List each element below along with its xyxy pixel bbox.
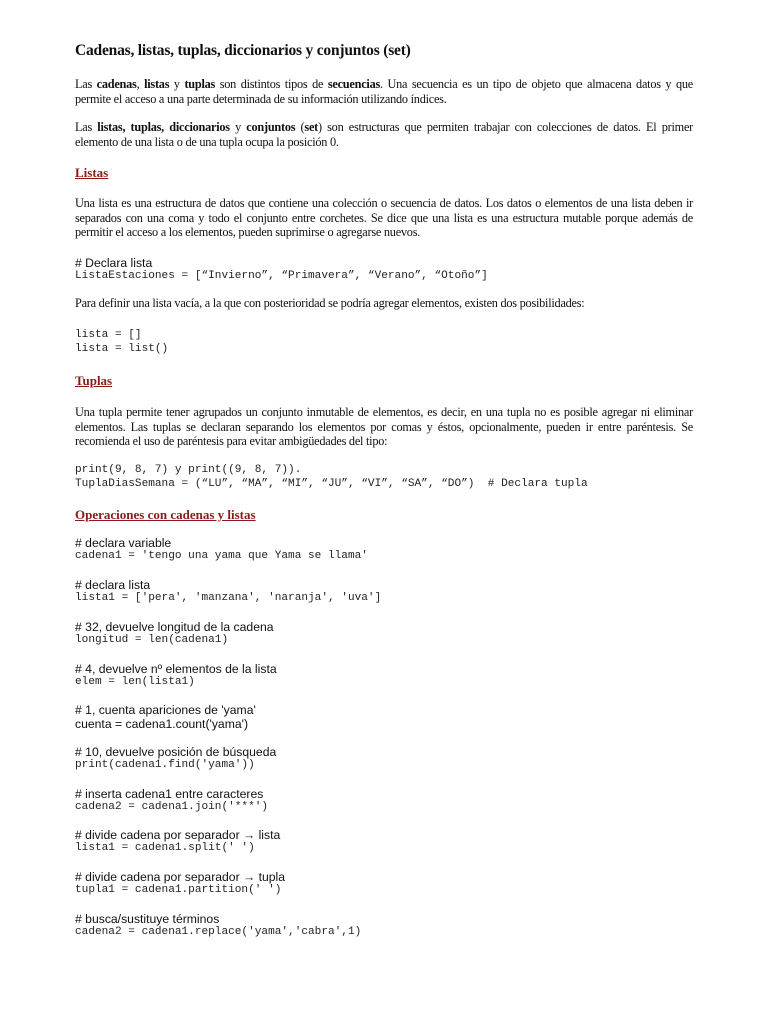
op-comment: # 32, devuelve longitud de la cadena xyxy=(75,620,274,634)
op-code: longitud = len(cadena1) xyxy=(75,634,229,646)
intro2-bold-conjuntos: conjuntos xyxy=(246,120,296,134)
intro1-text-5: . Una secuencia es un tipo de objeto que almacena datos y que permite el acceso a una parte determinada de su información utilizando índices. xyxy=(75,77,693,106)
op-code: print(cadena1.find('yama')) xyxy=(75,759,255,771)
intro1-bold-tuplas: tuplas xyxy=(184,77,216,91)
intro2-text-4: ) son estructuras que permiten trabajar con colecciones de datos. El primer elemento de una lista o de una tupla ocupa la posición 0. xyxy=(75,120,694,149)
intro1-bold-secuencias: secuencias xyxy=(327,77,381,91)
op-code: cadena1 = 'tengo una yama que Yama se llama' xyxy=(75,550,368,562)
intro2-text-3: ( xyxy=(295,120,305,134)
listas-code-empty-2: lista = list() xyxy=(75,343,169,355)
op-comment: # busca/sustituye términos xyxy=(75,912,220,926)
intro2-bold-structures: listas, tuplas, diccionarios xyxy=(97,120,230,134)
tuplas-code-2: TuplaDiasSemana = (“LU”, “MA”, “MI”, “JU”, “VI”, “SA”, “DO”) # Declara tupla xyxy=(75,478,588,490)
op-comment: # divide cadena por separador → tupla xyxy=(75,870,286,884)
op-code: cadena2 = cadena1.replace('yama','cabra',1) xyxy=(75,926,362,938)
op-code: cuenta = cadena1.count('yama') xyxy=(75,717,249,731)
intro1-text-1: Las xyxy=(75,77,97,91)
op-code: tupla1 = cadena1.partition(' ') xyxy=(75,884,282,896)
listas-paragraph: Una lista es una estructura de datos que contiene una colección o secuencia de datos. Los datos o elementos de una lista deben ir separados con una coma y todo el conjunto entre corchetes. Se dice que una lista es una estructura mutable porque además de permitir el acceso a los elementos, pueden suprimirse o agregarse nuevos. xyxy=(75,196,693,240)
op-comment: # inserta cadena1 entre caracteres xyxy=(75,787,264,801)
op-comment: # 1, cuenta apariciones de 'yama' xyxy=(75,703,256,717)
op-code: lista1 = ['pera', 'manzana', 'naranja', 'uva'] xyxy=(75,592,382,604)
listas-code: ListaEstaciones = [“Invierno”, “Primavera”, “Verano”, “Otoño”] xyxy=(75,270,488,282)
op-comment: # 10, devuelve posición de búsqueda xyxy=(75,745,277,759)
op-comment: # declara variable xyxy=(75,536,172,550)
intro2-text-1: Las xyxy=(75,120,98,134)
op-comment: # divide cadena por separador → lista xyxy=(75,828,281,842)
op-code: lista1 = cadena1.split(' ') xyxy=(75,842,255,854)
op-comment: # 4, devuelve nº elementos de la lista xyxy=(75,662,277,676)
listas-paragraph-2: Para definir una lista vacía, a la que con posterioridad se podría agregar elementos, existen dos posibilidades: xyxy=(75,296,585,310)
intro2-text-2: y xyxy=(229,120,247,134)
intro1-text-2: , xyxy=(136,77,145,91)
intro1-text-3: y xyxy=(169,77,185,91)
op-comment: # declara lista xyxy=(75,578,151,592)
intro1-bold-cadenas: cadenas xyxy=(96,77,137,91)
intro1-bold-listas: listas xyxy=(144,77,170,91)
intro1-text-4: son distintos tipos de xyxy=(215,77,328,91)
op-code: cadena2 = cadena1.join('***') xyxy=(75,801,269,813)
tuplas-paragraph: Una tupla permite tener agrupados un conjunto inmutable de elementos, es decir, en una tupla no es posible agregar ni eliminar elementos. Las tuplas se declaran separando los elementos por comas y éstos, opcionalmente, pueden ir entre paréntesis. Se recomienda el uso de paréntesis para evitar ambigüedades del tipo: xyxy=(75,405,693,449)
tuplas-code-1: print(9, 8, 7) y print((9, 8, 7)). xyxy=(75,464,302,476)
section-heading-listas: Listas xyxy=(75,165,109,180)
listas-code-empty-1: lista = [] xyxy=(75,329,142,341)
section-heading-tuplas: Tuplas xyxy=(75,373,113,388)
op-code: elem = len(lista1) xyxy=(75,676,195,688)
intro2-bold-set: set xyxy=(304,120,319,134)
intro-paragraph-1 xyxy=(75,77,693,106)
listas-comment: # Declara lista xyxy=(75,256,153,270)
section-heading-operaciones: Operaciones con cadenas y listas xyxy=(75,507,256,522)
page-title: Cadenas, listas, tuplas, diccionarios y conjuntos (set) xyxy=(75,42,411,59)
intro-paragraph-2 xyxy=(75,120,693,149)
